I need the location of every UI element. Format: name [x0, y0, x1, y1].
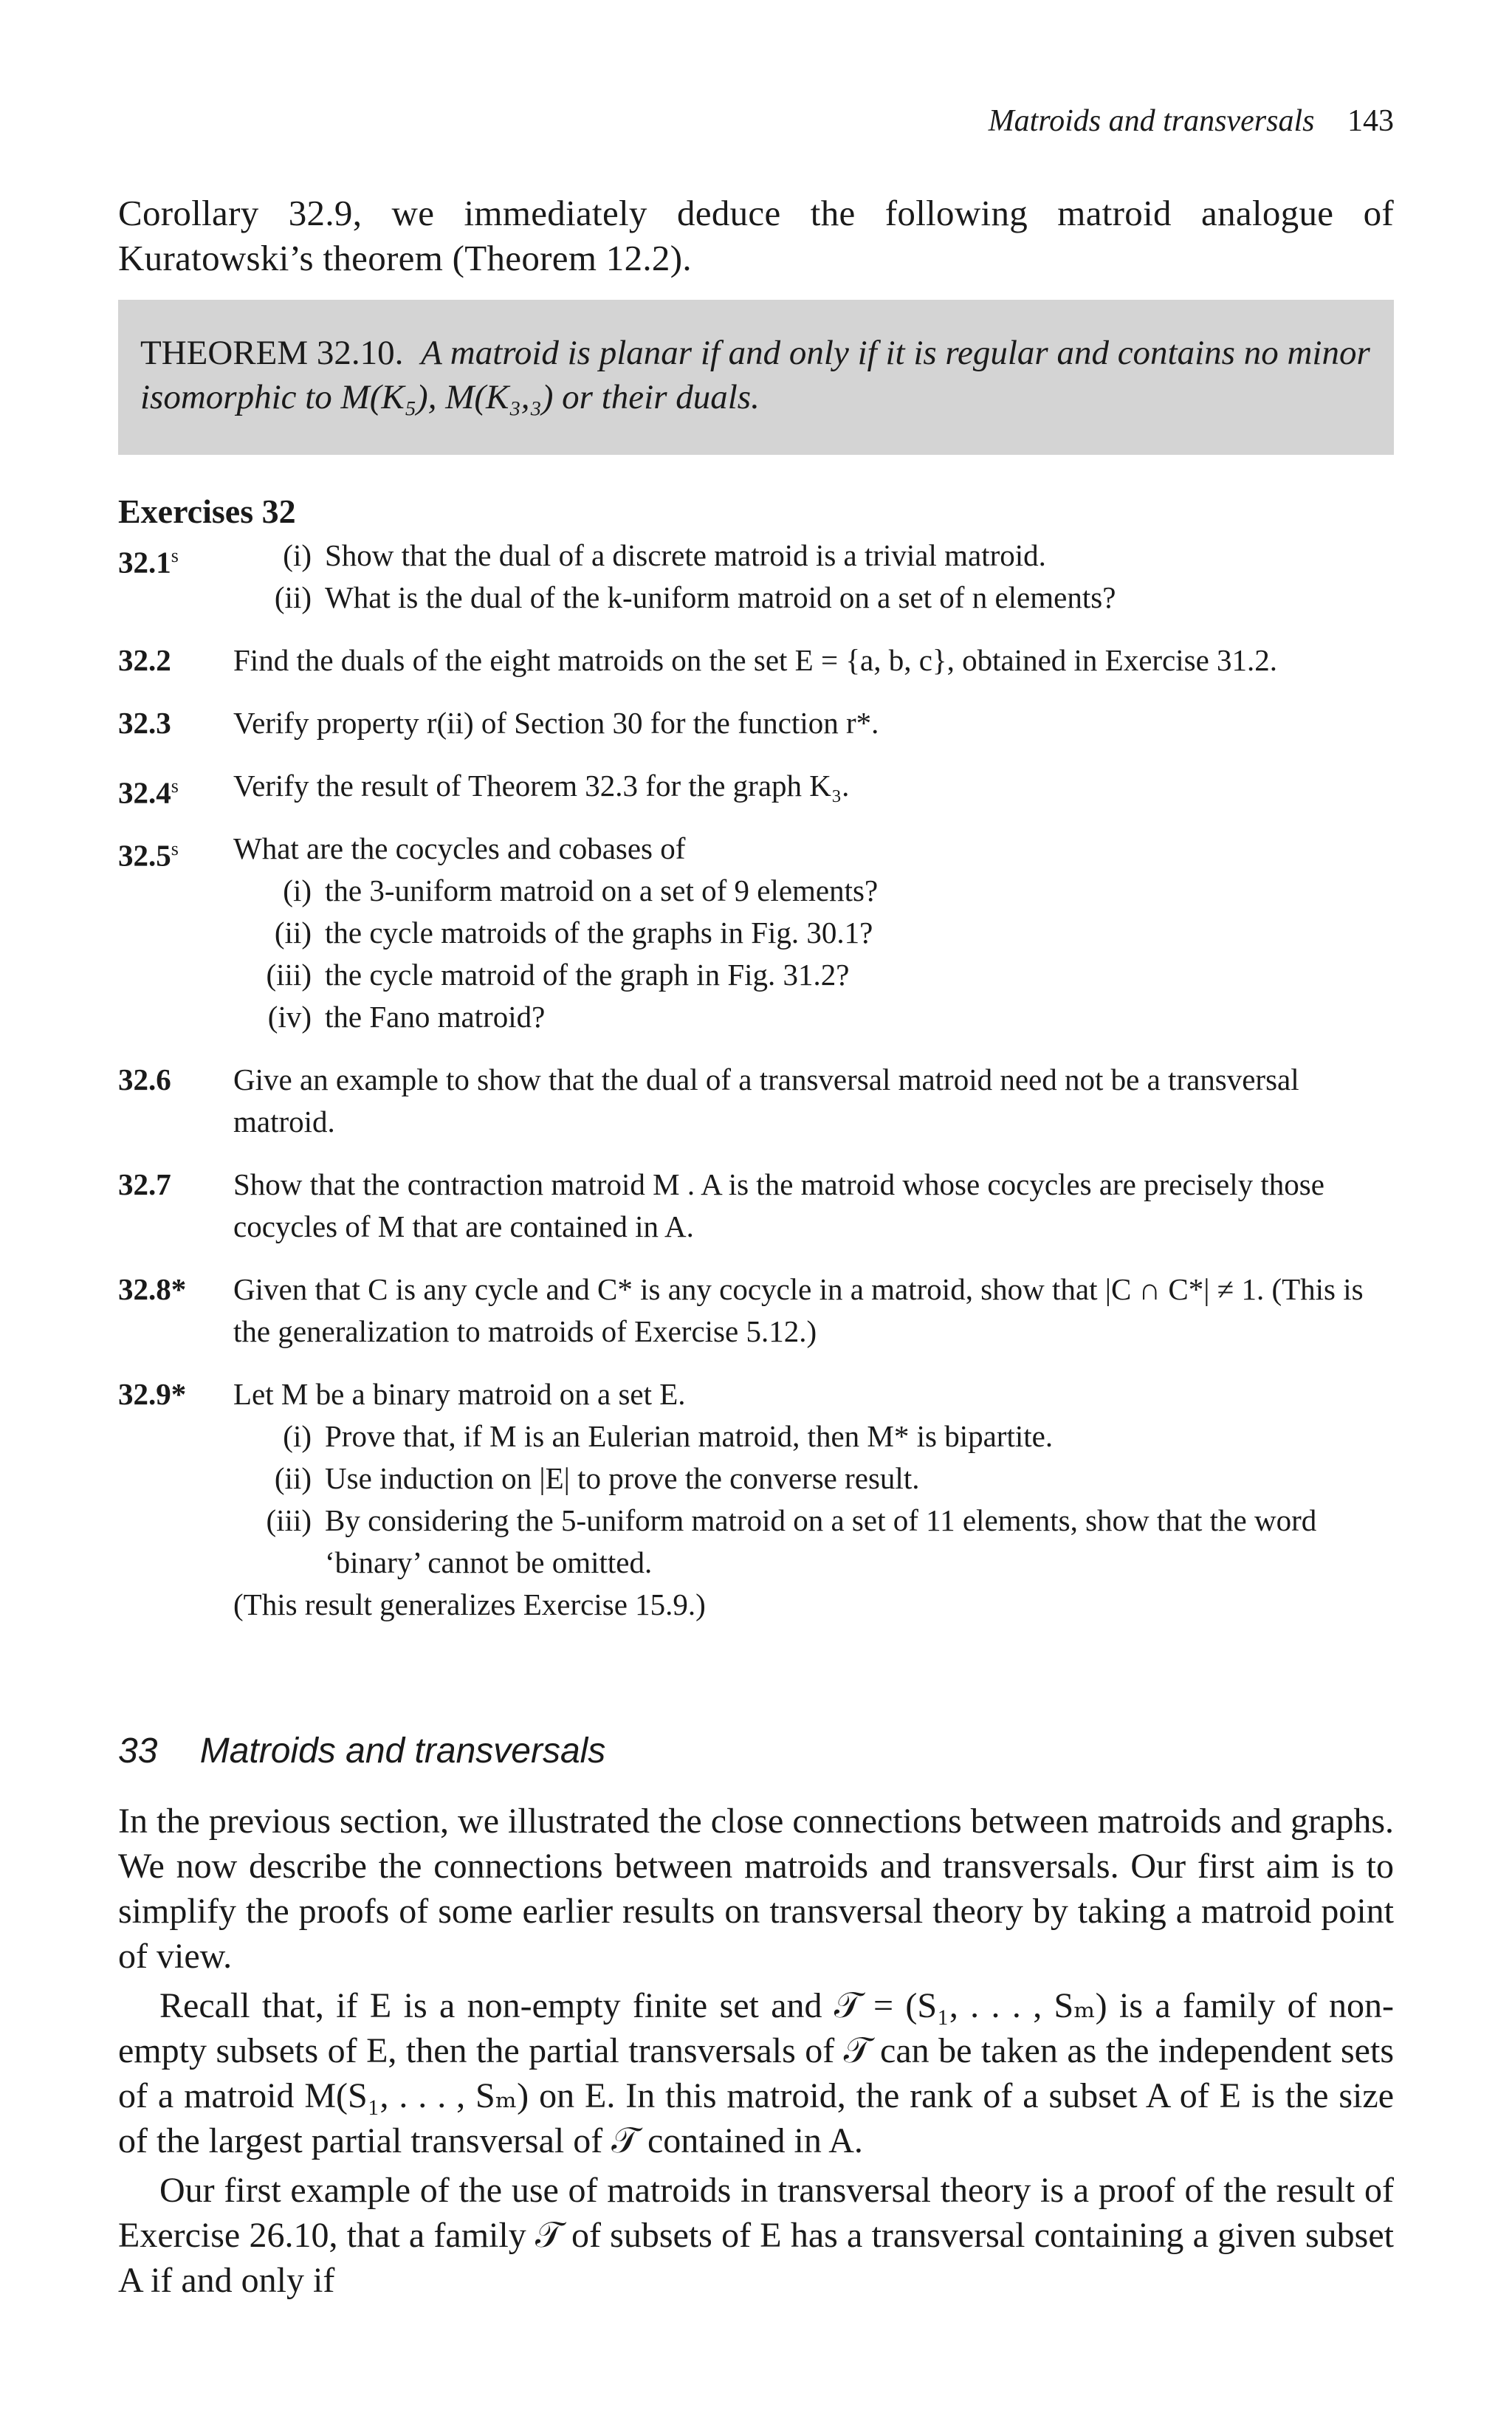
- exercise-item: [118, 702, 1394, 744]
- exercise-item: [118, 765, 1394, 810]
- exercise-item: [118, 535, 1394, 619]
- part-text: What is the dual of the k-uniform matroid on a set of n elements?: [325, 580, 1116, 614]
- part-text: Prove that, if M is an Eulerian matroid, then M* is bipartite.: [325, 1419, 1054, 1453]
- exercise-number-text: 32.2: [118, 643, 171, 677]
- exercise-part: [233, 954, 1394, 996]
- theorem-label: THEOREM 32.10.: [140, 334, 404, 372]
- part-label: (iv): [267, 1000, 312, 1034]
- theorem-statement: A matroid is planar if and only if it is regular and contains no minor isomorphic to M(K₅), M(K₃,₃) or their duals.: [140, 334, 1370, 416]
- exercise-number: [118, 535, 179, 584]
- exercise-number: [118, 1268, 186, 1311]
- part-text: the Fano matroid?: [325, 1000, 546, 1034]
- exercise-number-text: 32.6: [118, 1062, 171, 1096]
- section-title: Matroids and transversals: [199, 1731, 606, 1771]
- exercise-text: Show that the contraction matroid M . A is the matroid whose cocycles are precisely those cocycles of M that are contained in A.: [233, 1167, 1324, 1243]
- part-text: the cycle matroids of the graphs in Fig. 30.1?: [325, 916, 873, 950]
- section-paragraph: Our first example of the use of matroids in transversal theory is a proof of the result of Exercise 26.10, that a family 𝒯 of subsets of E has a transversal containing a given subset A if and only if: [118, 2171, 1394, 2300]
- exercise-number: [118, 1373, 186, 1415]
- exercise-text: Find the duals of the eight matroids on the set E = {a, b, c}, obtained in Exercise 31.2.: [233, 643, 1278, 677]
- running-head: [989, 103, 1394, 139]
- exercise-text: Verify the result of Theorem 32.3 for the graph K₃.: [233, 769, 850, 803]
- exercise-number-text: 32.7: [118, 1167, 171, 1201]
- exercise-number: [118, 1164, 171, 1206]
- section-heading: [118, 1731, 605, 1771]
- part-text: the cycle matroid of the graph in Fig. 31.2?: [325, 958, 850, 992]
- running-head-title: Matroids and transversals: [988, 104, 1315, 138]
- solution-mark: s: [171, 775, 179, 797]
- section-body: [118, 1799, 1394, 2303]
- exercise-item: [118, 1373, 1394, 1626]
- part-label: (i): [283, 873, 312, 907]
- exercise-parts: [233, 870, 1394, 1038]
- exercise-number-text: 32.1: [118, 545, 171, 580]
- exercise-part: [233, 1458, 1394, 1500]
- part-label: (ii): [274, 580, 312, 614]
- part-label: (iii): [266, 1503, 312, 1537]
- exercise-list: [118, 535, 1394, 1647]
- part-label: (ii): [274, 1461, 312, 1495]
- part-label: (i): [283, 538, 312, 572]
- part-text: Use induction on |E| to prove the converse result.: [325, 1461, 920, 1495]
- exercise-parts: [233, 535, 1394, 619]
- intro-paragraph: Corollary 32.9, we immediately deduce the following matroid analogue of Kuratowski’s theorem (Theorem 12.2).: [118, 193, 1394, 278]
- section-paragraph: In the previous section, we illustrated the close connections between matroids and graphs. We now describe the connections between matroids and transversals. Our first aim is to simplify the proofs of some earlier results on transversal theory by taking a matroid point of view.: [118, 1802, 1394, 1976]
- section-number: 33: [118, 1731, 158, 1771]
- exercise-parts: [233, 1415, 1394, 1584]
- exercise-number: [118, 639, 171, 681]
- exercise-part: [233, 996, 1394, 1038]
- exercise-text: Given that C is any cycle and C* is any cocycle in a matroid, show that |C ∩ C*| ≠ 1. (This is the generalization to matroids of Exercise 5.12.): [233, 1272, 1364, 1348]
- part-label: (ii): [274, 916, 312, 950]
- exercise-part: [233, 577, 1394, 619]
- theorem-box: [118, 300, 1394, 455]
- exercise-part: [233, 535, 1394, 577]
- exercises-heading: Exercises 32: [118, 492, 296, 530]
- exercise-text: Verify property r(ii) of Section 30 for the function r*.: [233, 706, 879, 740]
- part-text: the 3-uniform matroid on a set of 9 elements?: [325, 873, 879, 907]
- exercise-note: (This result generalizes Exercise 15.9.): [233, 1587, 706, 1621]
- exercise-text: What are the cocycles and cobases of: [233, 831, 686, 865]
- exercise-part: [233, 1415, 1394, 1458]
- part-text: By considering the 5-uniform matroid on a set of 11 elements, show that the word ‘binary’ cannot be omitted.: [325, 1503, 1317, 1579]
- exercise-part: [233, 870, 1394, 912]
- exercise-number-text: 32.4: [118, 775, 171, 810]
- exercise-number-text: 32.9*: [118, 1377, 187, 1411]
- part-text: Show that the dual of a discrete matroid is a trivial matroid.: [325, 538, 1046, 572]
- solution-mark: s: [171, 545, 179, 566]
- exercise-number: [118, 765, 179, 814]
- exercise-part: [233, 1500, 1394, 1584]
- exercise-text: Give an example to show that the dual of a transversal matroid need not be a transversal matroid.: [233, 1062, 1299, 1139]
- page-number: 143: [1347, 104, 1394, 138]
- exercise-item: [118, 1164, 1394, 1248]
- exercise-number: [118, 828, 179, 877]
- exercise-item: [118, 1059, 1394, 1143]
- exercise-text: Let M be a binary matroid on a set E.: [233, 1377, 686, 1411]
- solution-mark: s: [171, 838, 179, 859]
- section-paragraph: Recall that, if E is a non-empty finite set and 𝒯 = (S₁, . . . , Sₘ) is a family of non-empty subsets of E, then the partial transversals of 𝒯 can be taken as the independent sets of a matroid M(S₁, . . . , Sₘ) on E. In this matroid, the rank of a subset A of E is the size of the largest partial transversal of 𝒯 contained in A.: [118, 1986, 1394, 2160]
- part-label: (iii): [266, 958, 312, 992]
- exercise-number: [118, 702, 171, 744]
- exercise-number-text: 32.5: [118, 838, 171, 873]
- exercise-number-text: 32.3: [118, 706, 171, 740]
- exercise-number-text: 32.8*: [118, 1272, 187, 1306]
- exercise-item: [118, 639, 1394, 681]
- exercise-item: [118, 1268, 1394, 1353]
- exercise-part: [233, 912, 1394, 954]
- exercise-number: [118, 1059, 171, 1101]
- part-label: (i): [283, 1419, 312, 1453]
- exercise-item: [118, 828, 1394, 1038]
